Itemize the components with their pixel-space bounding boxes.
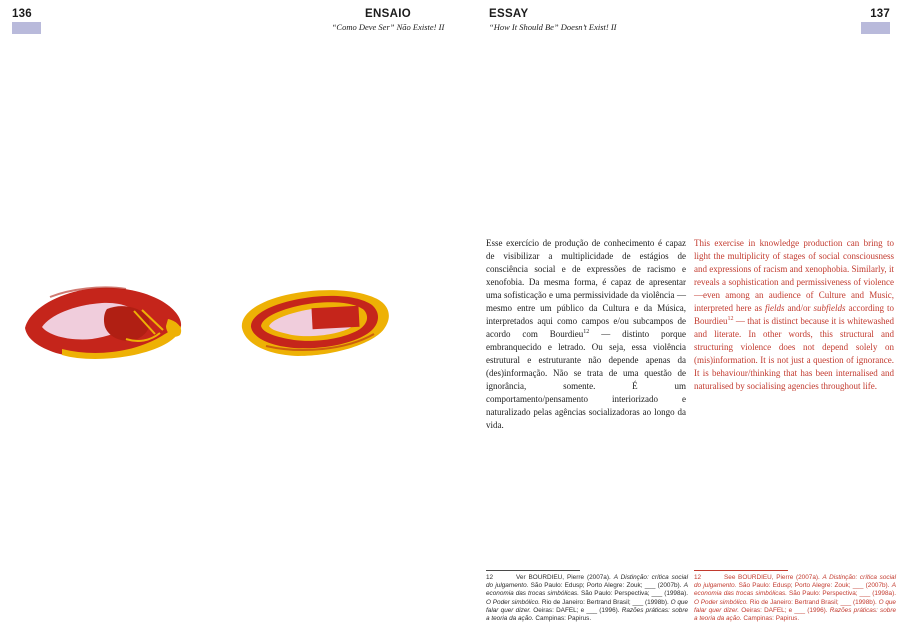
footnote-text-pt: Ver BOURDIEU, Pierre (2007a). A Distinção: crítica social do julgamento. São Paulo: Edusp; Porto Alegre: Zouk; ___ (2007b). A economia das trocas simbólicas. São Paulo: Perspectiva; ___ (1998a). O Poder simbólico. Rio de Janeiro: Bertrand Brasil; ___ (1998b). O que falar quer dizer. Oeiras: DAFEL; e ___ (1996). Razões práticas: sobre a teoria da ação. Campinas: Papirus. (486, 574, 688, 623)
essay-subtitle-en: “How It Should Be” Doesn’t Exist! II (489, 22, 617, 32)
footnote-rule-en (694, 570, 788, 571)
body-text-en: This exercise in knowledge production can bring to light the multiplicity of stages of social consciousness and expressions of racism and xenophobia. Similarly, it reveals a sophistication and permissiveness of violence—even among an audience of Culture and Music, interpreted here as fields and/or subfields according to Bourdieu$^{12}$ — that is distinct because it is whitewashed and literate. In other words, this structural and structuring violence does not depend solely on (mis)information. It is not just a question of ignorance. It is behaviour/thinking that has been internalised and naturalised by socialising agencies throughout life. (694, 238, 895, 391)
footnote-number-en: 12 (694, 574, 702, 581)
page-marker-left (12, 9, 41, 34)
page-marker-right (861, 9, 890, 34)
footnote-en (694, 574, 896, 623)
page-marker-swatch-right (861, 22, 890, 34)
page-number-left: 136 (12, 8, 32, 20)
essay-header-pt (308, 9, 468, 32)
page-marker-swatch-left (12, 22, 41, 34)
page-number-right: 137 (870, 8, 890, 20)
footnote-pt (486, 574, 688, 623)
essay-subtitle-pt: “Como Deve Ser” Não Existe! II (331, 22, 445, 32)
oval-ring-abstract-painting-svg (236, 284, 396, 362)
essay-title-pt: ENSAIO (365, 8, 411, 20)
eye-shaped-abstract-painting (22, 281, 187, 368)
essay-header-en (489, 9, 689, 32)
footnote-number-pt: 12 (486, 574, 494, 581)
body-text-pt: Esse exercício de produção de conhecimento é capaz de visibilizar a multiplicidade de estágios de consciência social e de expressões de racismo e xenofobia. Da mesma forma, é capaz de apresentar uma sofisticação e uma permissividade da violência — mesmo entre um público da Cultura e da Música, interpretados aqui como campos e/ou subcampos de acordo com Bourdieu$^{12}$ — distinto porque embranquecido e letrado. Ou seja, essa violência estrutural e estruturante não depende apenas da (des)informação. Não se trata de uma questão de ignorância, somente. É um comportamento/pensamento interiorizado e naturalizado pelas agências socializadoras ao longo da vida. (486, 238, 687, 430)
footnote-text-en: See BOURDIEU, Pierre (2007a). A Distinção: crítica social do julgamento. São Paulo: Edusp; Porto Alegre: Zouk; ___ (2007b). A economia das trocas simbólicas. São Paulo: Perspectiva; ___ (1998a). O Poder simbólico. Rio de Janeiro: Bertrand Brasil; ___ (1998b). O que falar quer dizer. Oeiras: DAFEL; e ___ (1996). Razões práticas: sobre a teoria da ação. Campinas: Papirus. (694, 574, 896, 623)
oval-ring-abstract-painting (236, 284, 396, 367)
eye-shaped-abstract-painting-svg (22, 281, 187, 363)
essay-title-en: ESSAY (489, 8, 529, 20)
footnote-rule-pt (486, 570, 580, 571)
